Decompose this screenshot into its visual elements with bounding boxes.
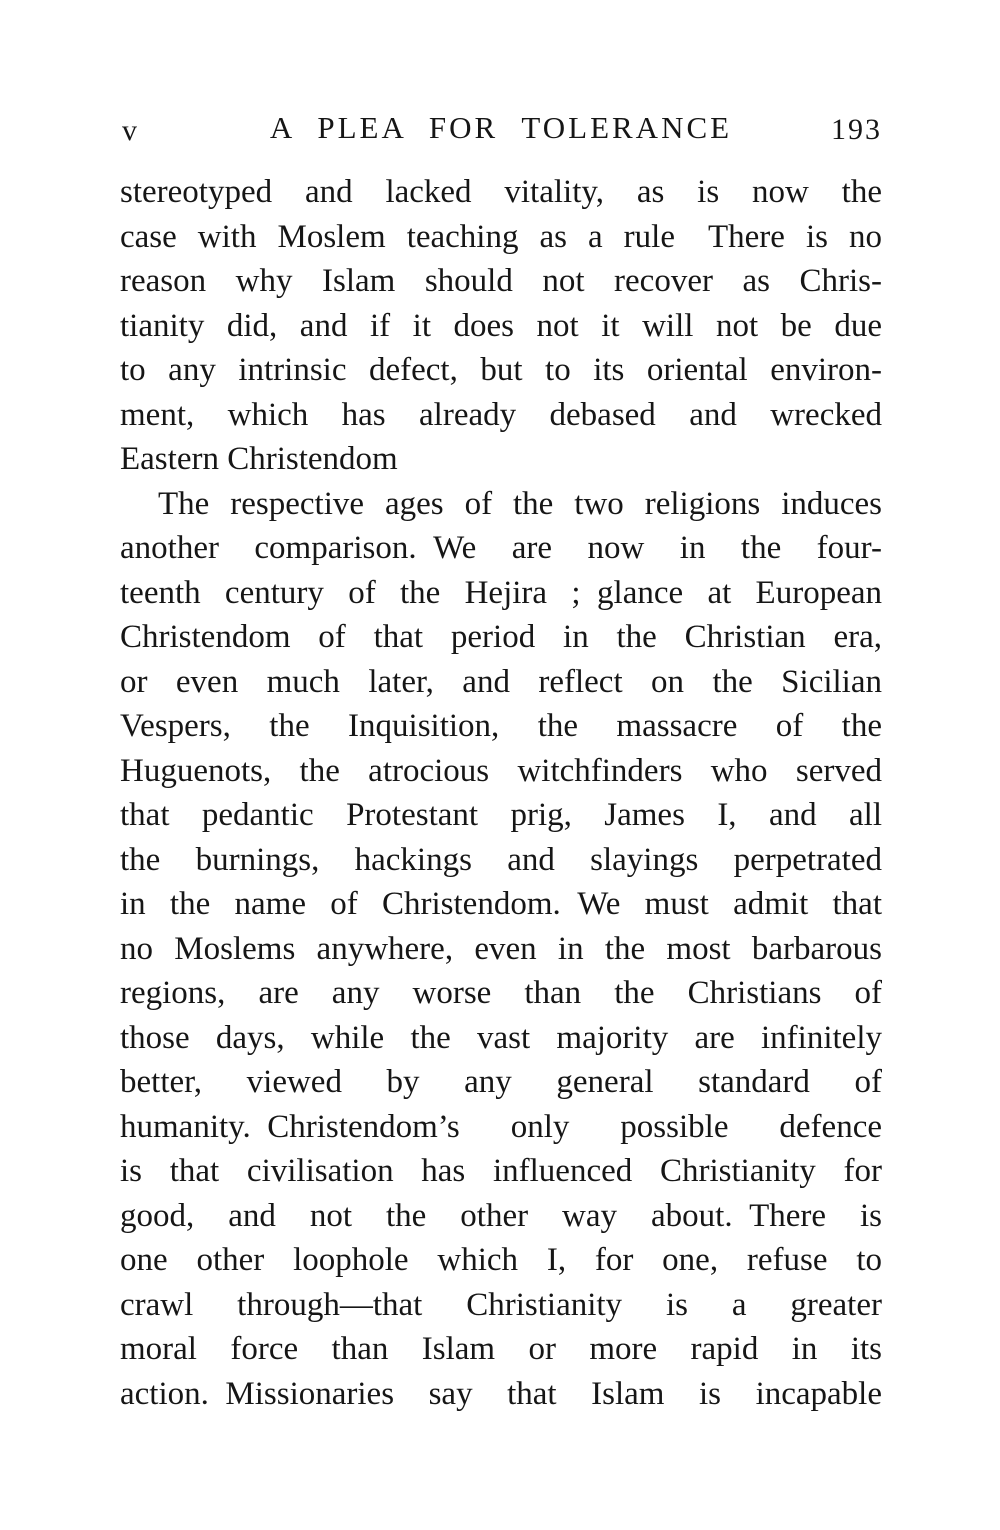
text-line: action. Missionaries say that Islam is incapable	[120, 1375, 882, 1412]
text-line: moral force than Islam or more rapid in its	[120, 1331, 882, 1367]
text-line: humanity. Christendom’s only possible defence	[120, 1108, 882, 1145]
text-line: tianity did, and if it does not it will not be due	[120, 307, 882, 344]
text-line: Christendom of that period in the Christian era,	[120, 619, 882, 655]
text-line: regions, are any worse than the Christians of	[120, 975, 882, 1011]
paragraph	[120, 482, 882, 1417]
text-line: ment, which has already debased and wrecked	[120, 396, 882, 433]
text-line: to any intrinsic defect, but to its oriental environ-	[120, 352, 882, 388]
text-line: is that civilisation has influenced Christianity for	[120, 1153, 882, 1189]
chapter-number: v	[122, 114, 137, 147]
text-line: reason why Islam should not recover as Chris-	[120, 263, 882, 299]
text-line: The respective ages of the two religions induces	[158, 485, 882, 522]
paragraph	[120, 170, 882, 482]
text-line: that pedantic Protestant prig, James I, and all	[120, 797, 882, 833]
text-line: Vespers, the Inquisition, the massacre of the	[120, 708, 882, 744]
text-line: the burnings, hackings and slayings perpetrated	[120, 841, 882, 878]
text-line: better, viewed by any general standard of	[120, 1064, 882, 1100]
text-line: another comparison. We are now in the four-	[120, 530, 882, 566]
text-line: Huguenots, the atrocious witchfinders who served	[120, 752, 882, 789]
text-line: crawl through—that Christianity is a greater	[120, 1286, 882, 1323]
page-body	[120, 170, 882, 1416]
running-title: A PLEA FOR TOLERANCE	[269, 110, 733, 145]
text-line: teenth century of the Hejira ; glance at European	[120, 574, 882, 611]
text-line: one other loophole which I, for one, refuse to	[120, 1242, 882, 1278]
page-header	[120, 110, 882, 158]
text-line: good, and not the other way about. There is	[120, 1197, 882, 1234]
text-line: stereotyped and lacked vitality, as is now the	[120, 174, 882, 210]
page-number: 193	[831, 113, 882, 146]
text-line: case with Moslem teaching as a rule There is no	[120, 218, 882, 255]
text-line: those days, while the vast majority are infinitely	[120, 1019, 882, 1056]
text-line: in the name of Christendom. We must admit that	[120, 886, 882, 922]
text-line: Eastern Christendom	[120, 441, 398, 477]
text-line: no Moslems anywhere, even in the most barbarous	[120, 930, 882, 967]
text-line: or even much later, and reflect on the Sicilian	[120, 663, 882, 700]
